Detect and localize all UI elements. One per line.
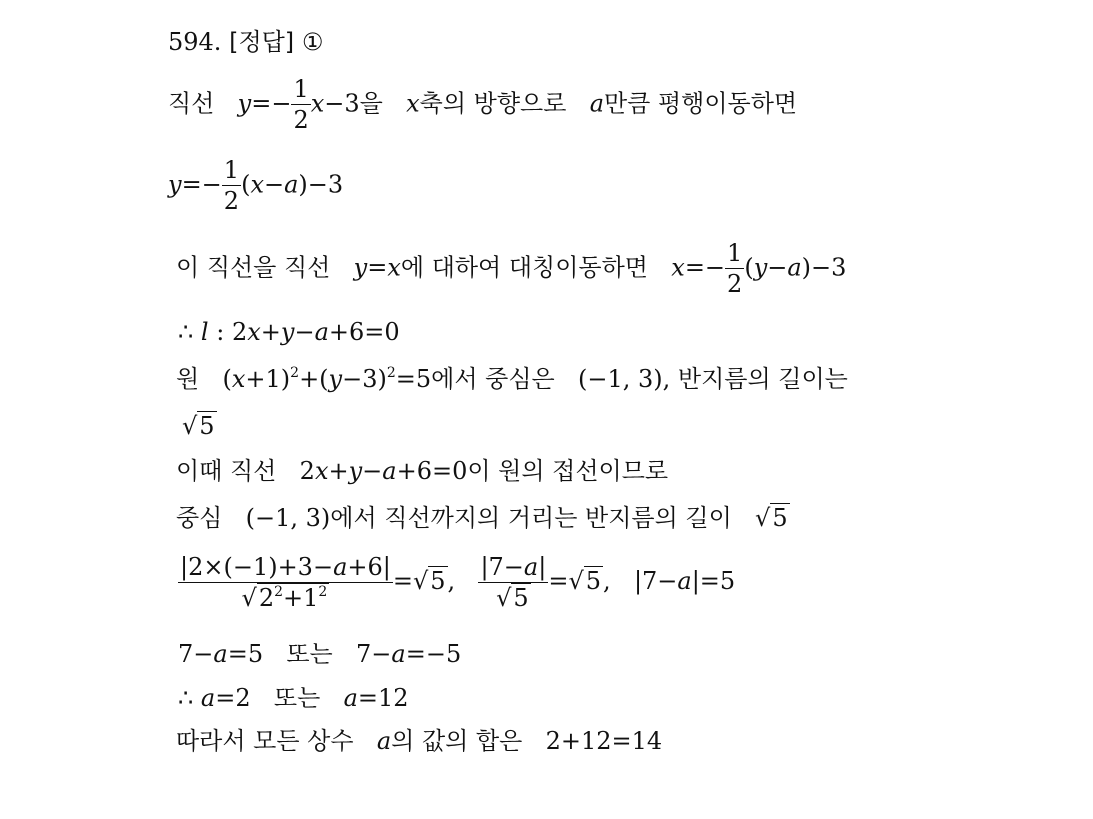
center-point: (−1, 3), [578,365,671,393]
problem-header [168,27,323,57]
text: 에서 직선까지의 거리는 반지름의 길이 [330,504,732,532]
var-a: a [677,567,692,595]
center-point: (−1, 3) [245,504,331,532]
radicand: 5 [585,567,602,595]
sqrt-symbol: √ [241,584,257,612]
var-x: x [387,253,401,282]
num-end: | [538,553,547,581]
abs-part: |7− [633,567,678,595]
var-y: y [753,253,768,282]
equals: = [367,253,388,282]
var-a: a [333,553,348,581]
minus-three: −3) [342,365,387,393]
var-a: a [343,684,358,712]
sqrt-symbol: √ [412,567,429,595]
equals: = [392,567,413,595]
text: 이 직선을 직선 [176,253,331,282]
equals-minus: =− [251,89,292,118]
solution-line-12 [176,726,662,756]
plus-paren: +( [299,365,329,393]
var-x: x [671,253,685,282]
solution-line-9 [178,552,735,613]
solution-line-2 [168,155,343,216]
var-a: a [376,727,392,755]
plus: + [260,318,281,346]
var-x: x [250,170,264,199]
minus-three: −3 [324,89,360,118]
close-minus-three: )−3 [298,170,344,199]
radicand [257,583,330,612]
var-x: x [314,457,329,485]
text: 이 원의 접선이므로 [467,457,669,485]
plus-six-eq-zero: +6=0 [396,457,468,485]
comma: , [447,567,456,595]
var-a: a [589,89,604,118]
close-minus-three: )−3 [801,253,847,282]
equals-five: =5 [395,365,432,393]
fraction-half [291,74,310,135]
plus-one: +1 [283,584,319,612]
exponent: 2 [318,584,328,600]
denominator [178,583,393,613]
sqrt-five [755,503,790,533]
var-a: a [787,253,802,282]
text: 축의 방향으로 [419,89,567,118]
equals-minus-five: =−5 [405,640,462,668]
text: 을 [359,89,383,118]
exponent: 2 [386,365,396,381]
solution-line-10 [178,639,461,669]
colon-two: : 2 [208,318,248,346]
var-a: a [200,684,216,712]
denominator [478,583,548,613]
solution-line-4 [178,317,400,347]
num-end: +6| [347,553,391,581]
var-a: a [382,457,397,485]
var-y: y [348,457,363,485]
var-l: l [200,318,209,346]
radicand: 5 [430,567,446,595]
minus: − [767,253,788,282]
abs-end: |=5 [691,567,736,595]
var-y: y [237,89,252,118]
coef: 2 [299,457,315,485]
sqrt-symbol: √ [568,567,584,595]
sqrt-five [182,411,217,441]
sqrt-symbol: √ [496,584,512,612]
minus: − [263,170,285,199]
exponent: 2 [290,365,300,381]
num-part: |2×(−1)+3− [180,553,334,581]
sqrt-expr [242,583,330,613]
plus-six-eq-zero: +6=0 [328,318,400,346]
denominator: 2 [293,106,309,134]
denominator: 2 [727,270,743,298]
text: 중심 [176,504,223,532]
text: 원 [176,365,200,393]
text: 에 대하여 대칭이동하면 [400,253,648,282]
var-x: x [247,318,261,346]
equals-twelve: =12 [357,684,409,712]
fraction-half [725,238,744,299]
var-a: a [391,640,406,668]
numerator: 1 [293,75,309,103]
var-y: y [280,318,295,346]
solution-line-7 [176,456,668,486]
var-y: y [353,253,368,282]
radicand: 5 [772,504,788,532]
text: 에서 중심은 [431,365,555,393]
minus: − [362,457,383,485]
base: 2 [258,584,275,612]
text: 직선 [168,89,215,118]
problem-number: 594. [168,28,222,56]
var-x: x [406,89,420,118]
simplified-fraction [478,552,548,613]
answer-tag: [정답] [229,28,295,56]
solution-line-11 [178,683,409,713]
text: 이때 직선 [176,457,277,485]
var-x: x [231,365,246,393]
var-a: a [314,318,329,346]
seven-minus: 7− [178,640,214,668]
therefore-symbol: ∴ [178,318,194,346]
sqrt-five [568,566,603,596]
var-x: x [310,89,325,118]
var-y: y [328,365,343,393]
final-sum: 2+12=14 [545,727,663,755]
or-text: 또는 [273,684,321,712]
text: 따라서 모든 상수 [176,727,354,755]
denominator: 2 [223,187,240,215]
solution-line-6 [182,411,217,441]
distance-fraction [178,552,393,613]
solution-line-1 [168,74,797,135]
plus: + [328,457,349,485]
sqrt-symbol: √ [182,412,198,440]
num-part: |7− [480,553,524,581]
text: 의 값의 합은 [391,727,523,755]
var-a: a [523,553,539,581]
numerator: 1 [223,156,240,184]
numerator: 1 [727,239,743,267]
paren: ( [744,253,754,282]
solution-line-3 [176,238,846,299]
seven-minus: 7− [356,640,392,668]
numerator [178,552,393,583]
answer-choice: ① [301,28,324,56]
minus: − [294,318,315,346]
equals: = [548,567,569,595]
equals-five: =5 [227,640,264,668]
sqrt-five [496,583,531,613]
solution-line-8 [176,503,790,533]
solution-line-5 [176,364,848,394]
var-a: a [284,170,299,199]
fraction-half [222,155,241,216]
equals-minus: =− [684,253,726,282]
or-text: 또는 [286,640,333,668]
exponent: 2 [274,584,284,600]
text: 반지름의 길이는 [677,365,848,393]
radicand: 5 [199,412,215,440]
plus-one: +1) [245,365,291,393]
radicand: 5 [513,584,529,612]
therefore-symbol: ∴ [178,684,194,712]
equals-minus: =− [181,170,222,199]
text: 만큼 평행이동하면 [604,89,798,118]
var-a: a [213,640,228,668]
var-y: y [168,170,182,199]
paren: ( [222,365,232,393]
paren: ( [241,170,251,199]
comma: , [603,567,611,595]
numerator [478,552,548,583]
sqrt-symbol: √ [755,504,771,532]
sqrt-five [413,566,448,596]
equals-two: =2 [215,684,251,712]
